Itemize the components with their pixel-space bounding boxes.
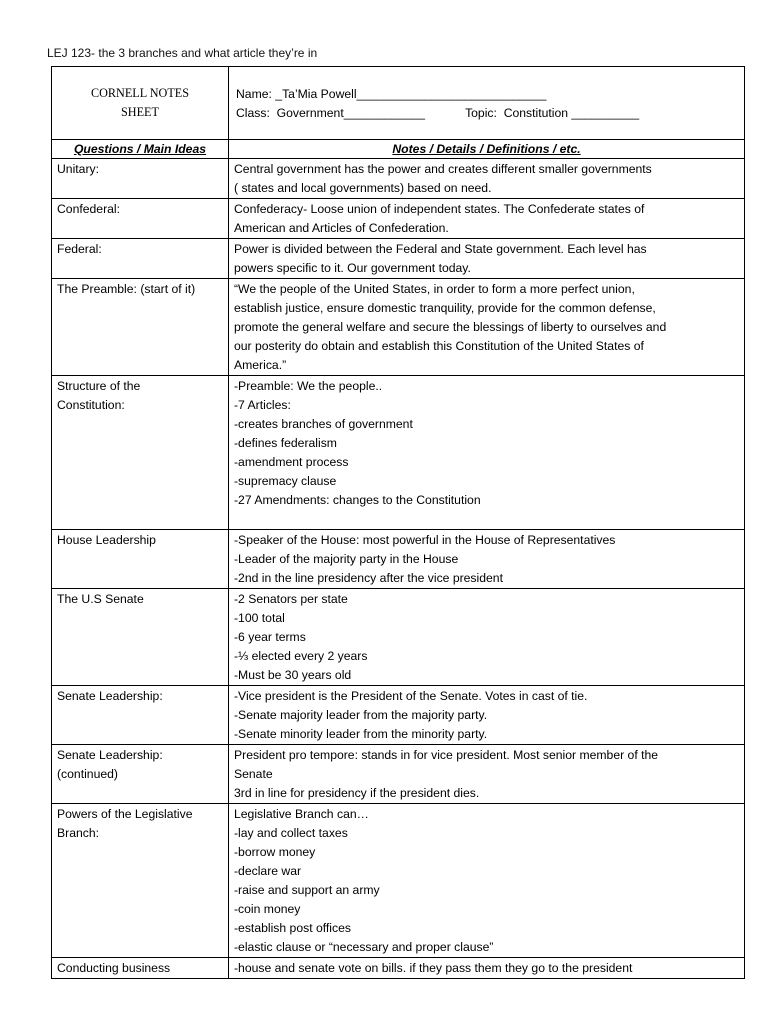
main-idea-text: Constitution: [57, 398, 125, 412]
note-line: -2 Senators per state [234, 592, 348, 606]
note-line: powers specific to it. Our government today. [234, 261, 471, 275]
main-idea-text: Powers of the Legislative [57, 807, 193, 821]
note-line: Senate [234, 767, 273, 781]
table-row [52, 159, 745, 199]
main-idea-cell [52, 745, 229, 804]
note-line: -lay and collect taxes [234, 826, 348, 840]
main-idea-cell [52, 239, 229, 279]
main-idea-text: The U.S Senate [57, 592, 144, 606]
main-idea-cell [52, 279, 229, 376]
name-value: _Ta’Mia Powell____________________________ [275, 86, 547, 101]
note-line: -Must be 30 years old [234, 668, 352, 682]
note-line: -⅓ elected every 2 years [234, 649, 368, 663]
column-header-row [52, 140, 745, 159]
header-row [52, 67, 745, 140]
table-row [52, 958, 745, 979]
table-row [52, 239, 745, 279]
note-line: 3rd in line for presidency if the president dies. [234, 786, 480, 800]
note-line: -creates branches of government [234, 417, 413, 431]
main-idea-text: Branch: [57, 826, 100, 840]
main-idea-text: Federal: [57, 242, 102, 256]
main-idea-text: Conducting business [57, 961, 171, 975]
note-line: -Vice president is the President of the Senate. Votes in cast of tie. [234, 689, 588, 703]
note-line: Confederacy- Loose union of independent states. The Confederate states of [234, 202, 645, 216]
note-line: ( states and local governments) based on need. [234, 181, 492, 195]
topic-label: Topic: [465, 105, 497, 120]
notes-cell [229, 279, 745, 376]
table-row [52, 530, 745, 589]
note-line: establish justice, ensure domestic tranquility, provide for the common defense, [234, 301, 656, 315]
note-line: President pro tempore: stands in for vice president. Most senior member of the [234, 748, 659, 762]
main-idea-text: The Preamble: (start of it) [57, 282, 196, 296]
note-line: -declare war [234, 864, 302, 878]
name-line [236, 85, 739, 104]
main-idea-cell [52, 159, 229, 199]
notes-column-header: Notes / Details / Definitions / etc. [229, 140, 745, 159]
notes-cell [229, 530, 745, 589]
notes-cell [229, 804, 745, 958]
sheet-title [52, 67, 229, 140]
note-line [234, 510, 739, 529]
table-row [52, 376, 745, 530]
sheet-title-line-1: CORNELL NOTES [90, 86, 190, 100]
table-row [52, 199, 745, 239]
note-line: American and Articles of Confederation. [234, 221, 449, 235]
note-line: -borrow money [234, 845, 316, 859]
main-idea-text: House Leadership [57, 533, 156, 547]
main-idea-cell [52, 804, 229, 958]
class-topic-line [236, 104, 739, 123]
notes-cell [229, 159, 745, 199]
main-idea-text: Senate Leadership: [57, 748, 163, 762]
main-idea-cell [52, 530, 229, 589]
student-info [229, 67, 745, 140]
table-row [52, 804, 745, 958]
notes-cell [229, 376, 745, 530]
notes-cell [229, 686, 745, 745]
note-line: -elastic clause or “necessary and proper clause” [234, 940, 494, 954]
note-line: -2nd in the line presidency after the vice president [234, 571, 503, 585]
note-line: -Leader of the majority party in the House [234, 552, 459, 566]
notes-cell [229, 239, 745, 279]
note-line: -supremacy clause [234, 474, 337, 488]
note-line: -defines federalism [234, 436, 337, 450]
topic-value: Constitution __________ [503, 105, 640, 120]
main-idea-cell [52, 376, 229, 530]
note-line: -house and senate vote on bills. if they pass them they go to the president [234, 961, 633, 975]
notes-cell [229, 199, 745, 239]
main-idea-cell [52, 686, 229, 745]
note-line: -amendment process [234, 455, 349, 469]
note-line: -raise and support an army [234, 883, 380, 897]
note-line: Legislative Branch can… [234, 807, 369, 821]
note-line: -6 year terms [234, 630, 306, 644]
note-line: -Speaker of the House: most powerful in the House of Representatives [234, 533, 616, 547]
main-idea-text: Senate Leadership: [57, 689, 163, 703]
table-row [52, 589, 745, 686]
note-line: -7 Articles: [234, 398, 291, 412]
questions-column-header: Questions / Main Ideas [52, 140, 229, 159]
note-line: -100 total [234, 611, 285, 625]
notes-cell [229, 958, 745, 979]
note-line: Central government has the power and creates different smaller governments [234, 162, 652, 176]
main-idea-text: Unitary: [57, 162, 99, 176]
note-line: “We the people of the United States, in order to form a more perfect union, [234, 282, 635, 296]
main-idea-cell [52, 199, 229, 239]
notes-cell [229, 589, 745, 686]
notes-cell [229, 745, 745, 804]
main-idea-cell [52, 958, 229, 979]
document-caption: LEJ 123- the 3 branches and what article they’re in [47, 46, 318, 60]
main-idea-text: Structure of the [57, 379, 141, 393]
note-line: -Preamble: We the people.. [234, 379, 383, 393]
sheet-title-line-2: SHEET [121, 105, 159, 119]
note-line: -coin money [234, 902, 301, 916]
main-idea-cell [52, 589, 229, 686]
table-row [52, 745, 745, 804]
note-line: -Senate majority leader from the majority party. [234, 708, 488, 722]
cornell-notes-table [51, 66, 745, 979]
note-line: -establish post offices [234, 921, 351, 935]
class-value: Government____________ [276, 105, 426, 120]
name-label: Name: [236, 86, 272, 101]
note-line: -Senate minority leader from the minority party. [234, 727, 488, 741]
class-label: Class: [236, 105, 270, 120]
table-row [52, 686, 745, 745]
note-line: America.” [234, 358, 287, 372]
note-line: -27 Amendments: changes to the Constitution [234, 493, 481, 507]
table-row [52, 279, 745, 376]
note-line: our posterity do obtain and establish this Constitution of the United States of [234, 339, 644, 353]
note-line: Power is divided between the Federal and State government. Each level has [234, 242, 647, 256]
main-idea-text: (continued) [57, 767, 118, 781]
main-idea-text: Confederal: [57, 202, 121, 216]
note-line: promote the general welfare and secure the blessings of liberty to ourselves and [234, 320, 667, 334]
